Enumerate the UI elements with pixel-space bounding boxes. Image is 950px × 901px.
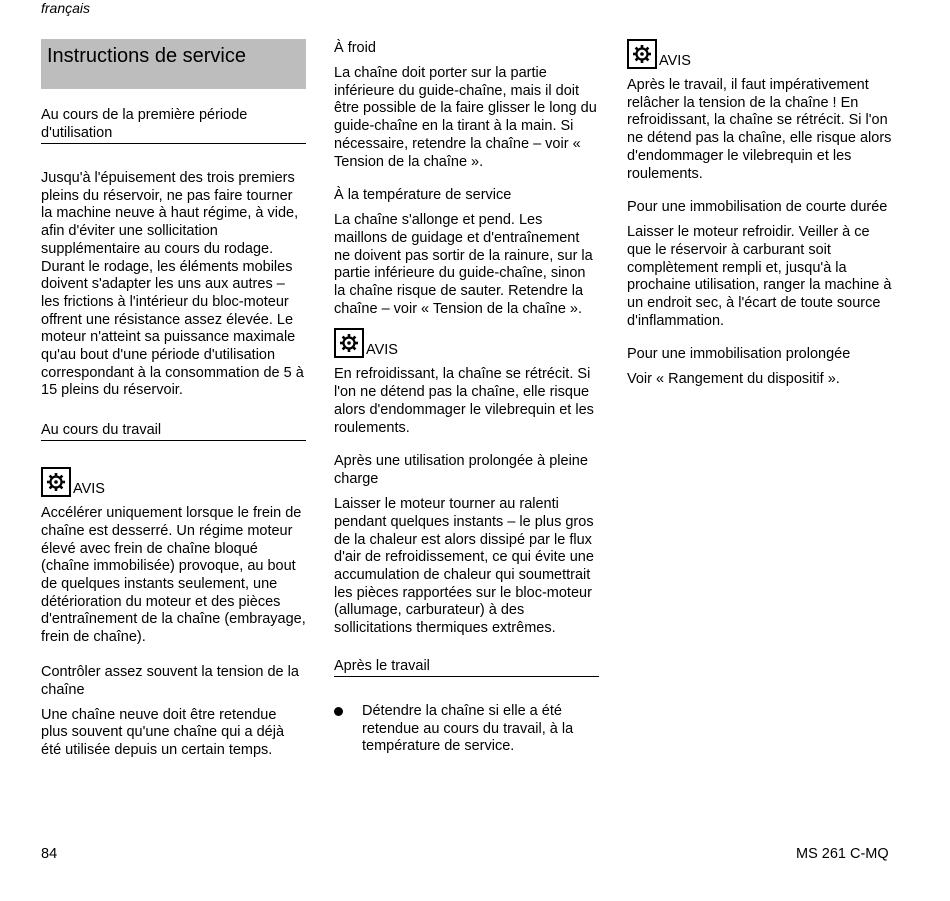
gear-notice-icon <box>627 39 657 69</box>
avis-label: AVIS <box>659 53 691 69</box>
after-work-heading: Après le travail <box>334 657 599 677</box>
cold-heading: À froid <box>334 40 376 56</box>
column-3 <box>627 39 897 389</box>
cold-text: La chaîne doit porter sur la partie inférieure du guide-chaîne, mais il doit être possible de la faire glisser le long du guide-chaîne en la tirant à la main. Si nécessaire, retendre la chaîne – voir « Tension de la chaîne ». <box>334 65 597 170</box>
short-stop-heading: Pour une immobilisation de courte durée <box>627 199 888 216</box>
tension-heading: Contrôler assez souvent la tension de la chaîne <box>41 663 299 698</box>
column-2 <box>334 39 599 756</box>
after-work-bullet-text: Détendre la chaîne si elle a été retendue au cours du travail, à la température de service. <box>362 702 574 755</box>
short-stop-text: Laisser le moteur refroidir. Veiller à ce que le réservoir à carburant soit complètement rempli et, jusqu'à la prochaine utilisation, ranger la machine à un endroit sec, à l'écart de toute source d'inflammation. <box>627 224 892 329</box>
avis-text: Accélérer uniquement lorsque le frein de chaîne est desserré. Un régime moteur élevé avec frein de chaîne bloqué (chaîne immobilisée) provoque, au bout de quelques instants seulement, une détérioration du moteur et des pièces d'entraînement de la chaîne (embrayage, frein de chaîne). <box>41 505 306 646</box>
model-label: MS 261 C-MQ <box>796 846 889 862</box>
avis-notice <box>334 328 599 358</box>
first-period-text: Jusqu'à l'épuisement des trois premiers pleins du réservoir, ne pas faire tourner la machine neuve à haut régime, à vide, afin d'éviter une sollicitation supplémentaire au cours du rodage. Durant le rodage, les éléments mobiles doivent s'adapter les uns aux autres – les frictions à l'intérieur du bloc-moteur offrent une résistance assez élevée. Le moteur n'atteint sa puissance maximale qu'au bout d'une période d'utilisation correspondant à la consommation de 5 à 15 pleins du réservoir. <box>41 170 304 399</box>
full-load-heading: Après une utilisation prolongée à pleine charge <box>334 453 588 488</box>
avis-label: AVIS <box>366 342 398 359</box>
section-title: Instructions de service <box>41 39 306 89</box>
gear-notice-icon <box>334 328 364 358</box>
bullet-dot-icon <box>334 703 362 756</box>
avis-text: En refroidissant, la chaîne se rétrécit. Si l'on ne détend pas la chaîne, elle risque alors d'endommager le vilebrequin et les roulements. <box>334 366 594 436</box>
avis-text: Après le travail, il faut impérativement relâcher la tension de la chaîne ! En refroidissant, la chaîne se rétrécit. Si l'on ne détend pas la chaîne, elle risque alors d'endommager le vilebrequin et les roulements. <box>627 77 892 182</box>
long-stop-text: Voir « Rangement du dispositif ». <box>627 371 840 388</box>
long-stop-heading: Pour une immobilisation prolongée <box>627 346 851 363</box>
avis-notice <box>41 467 306 497</box>
tension-text: Une chaîne neuve doit être retendue plus souvent qu'une chaîne qui a déjà été utilisée depuis un certain temps. <box>41 706 285 759</box>
page-number: 84 <box>41 846 58 862</box>
hot-heading: À la température de service <box>334 187 512 204</box>
after-work-bullet <box>334 703 599 756</box>
during-work-heading: Au cours du travail <box>41 421 306 441</box>
avis-notice <box>627 39 897 69</box>
avis-label: AVIS <box>73 481 105 498</box>
gear-notice-icon <box>41 467 71 497</box>
language-label: français <box>41 0 91 16</box>
full-load-text: Laisser le moteur tourner au ralenti pendant quelques instants – le plus gros de la chaleur est alors dissipé par le flux d'air de refroidissement, ce qui évite une accumulation de chaleur qui soumettrait les pièces rapportées sur le bloc-moteur (allumage, carburateur) à des sollicitations thermiques extrêmes. <box>334 496 594 637</box>
column-1 <box>41 39 306 760</box>
hot-text: La chaîne s'allonge et pend. Les maillons de guidage et d'entraînement ne doivent pas sortir de la rainure, sur la partie inférieure du guide-chaîne, sinon la chaîne risque de sauter. Retendre la chaîne – voir « Tension de la chaîne ». <box>334 212 593 317</box>
first-period-heading: Au cours de la première période d'utilisation <box>41 106 306 144</box>
